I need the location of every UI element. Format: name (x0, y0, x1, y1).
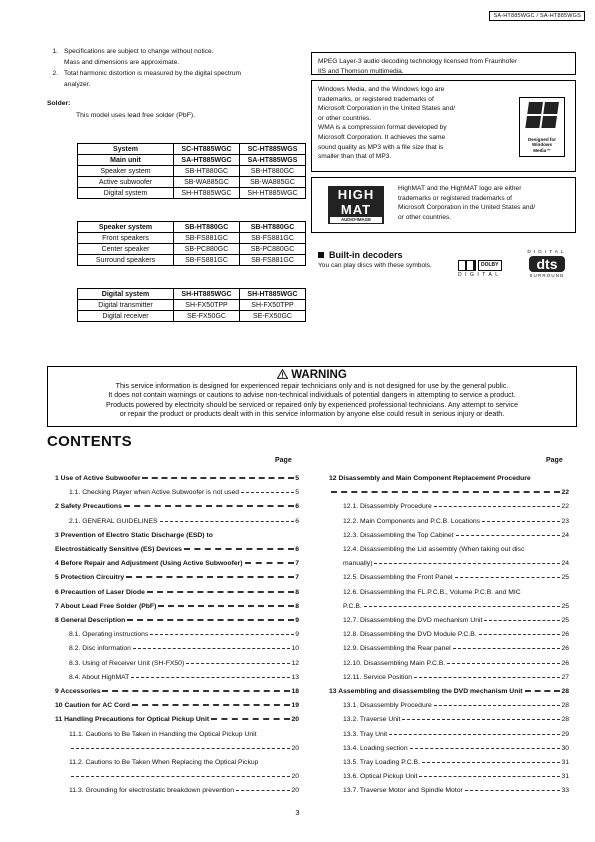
toc-entry[interactable] (69, 628, 299, 638)
text-line: trademarks, or registered trademarks of (318, 95, 434, 103)
toc-entry[interactable] (69, 515, 299, 525)
toc-page-number: 26 (561, 645, 569, 653)
toc-entry[interactable] (55, 500, 299, 510)
toc-leader (71, 774, 290, 777)
toc-page-number: 5 (295, 475, 299, 482)
toc-entry[interactable] (55, 614, 299, 624)
table-cell: Speaker system (78, 222, 174, 233)
toc-page-number: 6 (295, 546, 299, 553)
toc-entry-title: 8.3. Using of Receiver Unit (SH-FX50) (69, 659, 185, 667)
table-row (78, 233, 306, 244)
toc-entry-title: 12.5. Disassembling the Front Panel (343, 574, 453, 582)
table-cell: SE-FX50GC (174, 311, 240, 322)
toc-entry[interactable] (343, 628, 569, 638)
note-number: 1. (52, 48, 58, 55)
table-cell: SC-HT885WGS (240, 144, 306, 155)
toc-entry[interactable] (55, 543, 299, 553)
mpeg-notice: MPEG Layer-3 audio decoding technology licensed from Fraunhofer IIS and Thomson multimedia. (311, 52, 576, 75)
toc-entry[interactable] (69, 486, 299, 496)
toc-page-number: 7 (295, 574, 299, 582)
toc-entry-title: 13.2. Traverse Unit (343, 716, 401, 724)
toc-entry-title: 12.1. Disassembly Procedure (343, 503, 432, 511)
toc-entry-title: manually) (343, 560, 373, 568)
toc-entry[interactable] (55, 529, 299, 539)
toc-entry[interactable] (343, 642, 569, 652)
toc-leader (211, 717, 290, 720)
toc-entry-title: 5 Protection Circuitry (55, 574, 125, 582)
toc-page-number: 5 (295, 489, 299, 497)
toc-page-number: 10 (291, 645, 299, 653)
windows-media-logo (519, 97, 565, 157)
toc-page-number: 13 (291, 673, 299, 681)
toc-page-number: 9 (295, 631, 299, 639)
table-cell: SE-FX50GC (240, 311, 306, 322)
toc-leader (133, 646, 290, 649)
toc-entry-title: 13.7. Traverse Motor and Spindle Motor (343, 787, 463, 795)
table-cell: Digital receiver (78, 311, 174, 322)
toc-entry-title: 11.2. Cautions to Be Taken When Replacing the Optical Pickup (69, 759, 259, 766)
toc-entry-title: 8 General Description (55, 617, 126, 624)
text-line: or other countries. (398, 213, 452, 221)
toc-right-column (329, 472, 569, 812)
toc-leader (434, 703, 561, 706)
toc-page-number: 6 (295, 517, 299, 525)
toc-page-number: 25 (561, 602, 569, 610)
table-row (78, 177, 306, 188)
dts-logo: DIGITAL dts SURROUND (527, 250, 567, 278)
table-row (78, 289, 306, 300)
toc-entry-title: 12.2. Main Components and P.C.B. Locations (343, 517, 481, 525)
builtin-decoders-text: You can play discs with these symbols. (318, 262, 432, 269)
text-line: It does not contain warnings or cautions to advise non-technical individuals of potential dangers in attempting to service a product. (108, 391, 516, 400)
toc-entry[interactable] (343, 770, 569, 780)
toc-entry-title: 1 Use of Active Subwoofer (55, 475, 141, 482)
table-cell: Digital system (78, 289, 174, 300)
toc-entry[interactable] (69, 770, 299, 780)
page-number: 3 (295, 808, 300, 817)
table-cell: SB-PC880GC (240, 244, 306, 255)
solder-heading: Solder: (47, 100, 71, 107)
toc-page-number: 20 (291, 744, 299, 752)
toc-entry[interactable] (343, 671, 569, 681)
table-cell: SB-HT880GC (174, 222, 240, 233)
toc-leader (124, 504, 294, 507)
warning-box (47, 366, 577, 427)
toc-entry[interactable] (55, 571, 299, 581)
toc-entry[interactable] (55, 472, 299, 482)
highmat-text (398, 184, 570, 222)
toc-entry[interactable] (343, 713, 569, 723)
text-line: This service information is designed for experienced repair technicians only and is not designed for use by the general public. (115, 382, 509, 390)
note-item (48, 46, 318, 68)
toc-leader (374, 561, 560, 564)
toc-entry[interactable] (69, 742, 299, 752)
toc-leader (484, 618, 560, 621)
text-line: HighMAT and the HighMAT logo are either (398, 185, 522, 192)
toc-page-number: 7 (295, 560, 299, 568)
toc-page-number: 18 (291, 688, 299, 695)
toc-leader (331, 490, 560, 493)
toc-leader (465, 788, 561, 791)
toc-entry-title: 13.6. Optical Pickup Unit (343, 773, 418, 781)
toc-entry[interactable] (343, 784, 569, 794)
text-line: trademarks or registered trademarks of (398, 194, 512, 202)
toc-page-number: 20 (291, 787, 299, 795)
toc-entry-title: 2.1. GENERAL GUIDELINES (69, 517, 158, 525)
solder-text: This model uses lead free solder (PbF). (76, 112, 195, 119)
toc-entry-title: 12.7. Disassembling the DVD mechanism Unit (343, 617, 483, 624)
toc-page-number: 22 (561, 503, 569, 511)
toc-entry-title: 11 Handling Precautions for Optical Pickup Unit (55, 716, 210, 724)
toc-leader (131, 675, 290, 678)
table-cell: SH-HT885WGC (174, 289, 240, 300)
text-line: or repair the product or products dealt with in this service information by anyone else could result in serious injury or death. (119, 409, 505, 418)
toc-page-number: 20 (291, 773, 299, 781)
highmat-notice (311, 177, 576, 233)
note-number: 2. (52, 70, 58, 77)
toc-page-number: 28 (561, 716, 569, 724)
toc-leader (102, 689, 290, 692)
table-cell: Surround speakers (78, 255, 174, 266)
highmat-logo: HIGH MAT AUDIO•IMAGE (328, 186, 384, 224)
table-cell: SC-HT885WGC (174, 144, 240, 155)
toc-page-number: 25 (561, 574, 569, 582)
table-cell: SB-PC880GC (174, 244, 240, 255)
windows-media-text (318, 85, 496, 162)
toc-leader (434, 504, 561, 507)
toc-entry[interactable] (329, 486, 569, 496)
toc-entry-title: 12.9. Disassembling the Rear panel (343, 645, 451, 653)
toc-entry-title: 12.8. Disassembling the DVD Module P.C.B. (343, 631, 477, 639)
toc-leader (389, 732, 560, 735)
toc-entry[interactable] (343, 571, 569, 581)
toc-entry[interactable] (343, 529, 569, 539)
toc-entry-title: 13.3. Tray Unit (343, 730, 388, 738)
toc-leader (447, 661, 560, 664)
table-row (78, 222, 306, 233)
toc-page-number: 27 (561, 673, 569, 681)
square-bullet-icon (318, 252, 324, 258)
dolby-digital-logo: DOLBY DIGITAL (458, 261, 502, 278)
toc-leader (160, 519, 295, 522)
text-line: Microsoft Corporation in the United States and/ (318, 105, 456, 113)
toc-entry-title: 8.2. Disc information (69, 645, 131, 653)
table-cell: SB-FS881GC (174, 255, 240, 266)
table-row (78, 144, 306, 155)
toc-page-number: 23 (561, 517, 569, 525)
toc-page-number: 19 (291, 702, 299, 710)
text-line: smaller than that of MP3. (318, 153, 392, 161)
toc-entry[interactable] (343, 600, 569, 610)
table-row (78, 300, 306, 311)
toc-entry-title: 12 Disassembly and Main Component Replacement Procedure (329, 475, 531, 482)
warning-triangle-icon (277, 369, 288, 379)
toc-page-number: 25 (561, 617, 569, 624)
toc-leader (236, 788, 290, 791)
toc-page-number: 8 (295, 588, 299, 596)
windows-media-notice (311, 80, 576, 172)
toc-entry-title: 13.1. Disassembly Procedure (343, 702, 432, 710)
toc-leader (132, 703, 291, 706)
toc-entry-title: 13.4. Loading section (343, 744, 408, 752)
toc-entry-title: 9 Accessories (55, 688, 101, 695)
page-label-left: Page (275, 457, 292, 464)
toc-leader (241, 490, 294, 493)
toc-leader (455, 575, 561, 578)
toc-entry[interactable] (55, 713, 299, 723)
toc-entry-title: Electrostatically Sensitive (ES) Devices (55, 546, 182, 553)
toc-entry[interactable] (343, 614, 569, 624)
contents-title: CONTENTS (47, 433, 132, 450)
toc-leader (456, 533, 561, 536)
table-cell: Digital system (78, 188, 174, 199)
table-cell: SB-WA885GC (240, 177, 306, 188)
toc-entry[interactable] (55, 685, 299, 695)
text-line: sound quality as MP3 with a file size that is (318, 143, 444, 151)
toc-entry[interactable] (69, 756, 299, 766)
toc-entry[interactable] (69, 642, 299, 652)
toc-entry[interactable] (55, 557, 299, 567)
toc-entry[interactable] (69, 657, 299, 667)
warning-title: WARNING (48, 368, 576, 382)
toc-entry-title: 10 Caution for AC Cord (55, 702, 130, 710)
toc-leader (453, 646, 561, 649)
table-row (78, 244, 306, 255)
toc-entry[interactable] (329, 472, 569, 482)
toc-leader (71, 746, 290, 749)
toc-entry[interactable] (343, 500, 569, 510)
spec-notes (48, 46, 318, 90)
toc-page-number: 24 (561, 560, 569, 568)
toc-entry[interactable] (343, 742, 569, 752)
toc-leader (525, 689, 561, 692)
toc-page-number: 6 (295, 503, 299, 511)
toc-entry-title: 6 Precaution of Laser Diode (55, 588, 145, 596)
toc-leader (419, 774, 560, 777)
text-line: or other countries. (318, 114, 372, 122)
page-label-right: Page (546, 457, 563, 464)
toc-entry-title: 1.1. Checking Player when Active Subwoofer is not used (69, 489, 240, 497)
toc-entry-title: 2 Safety Precautions (55, 503, 122, 511)
toc-leader (422, 760, 560, 763)
toc-leader (126, 575, 294, 578)
toc-page-number: 31 (561, 773, 569, 781)
toc-leader (127, 618, 294, 621)
toc-entry[interactable] (343, 586, 569, 596)
toc-entry-title: 3 Prevention of Electro Static Discharge (ESD) to (55, 531, 213, 539)
table-cell: Main unit (78, 155, 174, 166)
builtin-decoders-heading: Built-in decoders (318, 250, 403, 260)
system-table (77, 143, 306, 199)
toc-entry-title: 12.11. Service Position (343, 673, 413, 681)
toc-entry-title: 12.10. Disassembling Main P.C.B. (343, 659, 446, 667)
table-cell: Center speaker (78, 244, 174, 255)
toc-page-number: 31 (561, 759, 569, 766)
toc-entry[interactable] (343, 756, 569, 766)
toc-entry[interactable] (69, 728, 299, 738)
table-row (78, 166, 306, 177)
table-cell: SB-FS881GC (174, 233, 240, 244)
toc-entry-title: P.C.B. (343, 602, 362, 610)
dolby-double-d-icon (458, 260, 476, 271)
toc-entry[interactable] (343, 657, 569, 667)
toc-entry[interactable] (329, 685, 569, 695)
toc-page-number: 26 (561, 631, 569, 639)
windows-flag-icon (525, 102, 561, 130)
text-line: Products powered by electricity should be serviced or repaired only by experienced professional technicians. Any attempt to service (105, 400, 519, 409)
table-cell: SB-HT880GC (240, 222, 306, 233)
table-cell: SA-HT885WGS (240, 155, 306, 166)
table-cell: SB-FS881GC (240, 233, 306, 244)
toc-entry[interactable] (55, 600, 299, 610)
table-cell: SH-FX50TPP (174, 300, 240, 311)
toc-page-number: 20 (291, 716, 299, 724)
table-row (78, 155, 306, 166)
toc-leader (147, 590, 294, 593)
toc-leader (364, 604, 561, 607)
table-cell: SB-HT880GC (174, 166, 240, 177)
toc-entry[interactable] (343, 728, 569, 738)
text-line: WMA is a compression format developed by (318, 124, 447, 132)
toc-entry-title: 8.4. About HighMAT (69, 673, 130, 681)
text-line: Microsoft Corporation in the United States and/ (398, 204, 536, 212)
toc-entry[interactable] (69, 784, 299, 794)
toc-page-number: 26 (561, 659, 569, 667)
toc-leader (186, 661, 290, 664)
toc-page-number: 8 (295, 602, 299, 610)
toc-entry-title: 13.5. Tray Loading P.C.B. (343, 759, 420, 766)
table-row (78, 188, 306, 199)
toc-page-number: 29 (561, 730, 569, 738)
toc-left-column (55, 472, 299, 812)
toc-entry-title: 13 Assembling and disassembling the DVD mechanism Unit (329, 688, 523, 695)
toc-leader (184, 547, 294, 550)
table-cell: Active subwoofer (78, 177, 174, 188)
toc-entry-title: 11.3. Grounding for electrostatic breakdown prevention (69, 787, 234, 795)
toc-page-number: 24 (561, 531, 569, 539)
toc-entry-title: 12.3. Disassembling the Top Cabinet (343, 531, 454, 539)
toc-leader (479, 632, 561, 635)
note-text: Total harmonic distortion is measured by the digital spectrum analyzer. (64, 70, 242, 88)
toc-leader (410, 746, 561, 749)
text-line: Microsoft Corporation. It achieves the same (318, 133, 446, 141)
toc-entry-title: 12.6. Disassembling the FL.P.C.B., Volume P.C.B. and MIC (343, 588, 521, 596)
table-cell: Digital transmitter (78, 300, 174, 311)
text-line: Windows Media, and the Windows logo are (318, 86, 445, 93)
speaker-table (77, 221, 306, 266)
table-cell: System (78, 144, 174, 155)
toc-leader (245, 561, 295, 564)
toc-page-number: 12 (291, 659, 299, 667)
toc-leader (150, 632, 294, 635)
table-row (78, 311, 306, 322)
table-cell: Front speakers (78, 233, 174, 244)
toc-entry-title: 12.4. Disassembling the Lid assembly (When taking out disc (343, 546, 525, 553)
toc-entry-title: 7 About Lead Free Solder (PbF) (55, 602, 157, 610)
toc-leader (482, 519, 560, 522)
toc-leader (414, 675, 560, 678)
toc-entry[interactable] (343, 557, 569, 567)
toc-entry[interactable] (69, 671, 299, 681)
toc-entry[interactable] (343, 699, 569, 709)
toc-page-number: 28 (561, 688, 569, 695)
table-cell: SB-WA885GC (174, 177, 240, 188)
warning-text (48, 382, 576, 419)
toc-page-number: 28 (561, 702, 569, 710)
digital-table (77, 288, 306, 322)
table-row (78, 255, 306, 266)
toc-leader (158, 604, 294, 607)
table-cell: SB-FS881GC (240, 255, 306, 266)
table-cell: SB-HT880GC (240, 166, 306, 177)
table-cell: SH-HT885WGC (174, 188, 240, 199)
note-item (48, 68, 318, 90)
toc-page-number: 9 (295, 617, 299, 624)
toc-leader (402, 717, 560, 720)
note-text: Specifications are subject to change without notice. Mass and dimensions are approximate. (64, 48, 214, 66)
table-cell: Speaker system (78, 166, 174, 177)
table-cell: SA-HT885WGC (174, 155, 240, 166)
model-header: SA-HT885WGC / SA-HT885WGS (489, 11, 585, 21)
toc-entry-title: 8.1. Operating instructions (69, 631, 149, 639)
toc-entry[interactable] (343, 543, 569, 553)
toc-page-number: 22 (561, 489, 569, 497)
table-cell: SH-FX50TPP (240, 300, 306, 311)
toc-page-number: 30 (561, 744, 569, 752)
toc-page-number: 33 (561, 787, 569, 795)
toc-leader (142, 476, 294, 479)
table-cell: SH-HT885WGC (240, 289, 306, 300)
table-cell: SH-HT885WGC (240, 188, 306, 199)
toc-entry[interactable] (343, 515, 569, 525)
toc-entry[interactable] (55, 699, 299, 709)
toc-entry[interactable] (55, 586, 299, 596)
windows-logo-caption: Designed for Windows Media™ (527, 136, 557, 153)
toc-entry-title: 11.1. Cautions to Be Taken in Handling the Optical Pickup Unit (69, 730, 257, 738)
toc-entry-title: 4 Before Repair and Adjustment (Using Active Subwoofer) (55, 560, 243, 568)
